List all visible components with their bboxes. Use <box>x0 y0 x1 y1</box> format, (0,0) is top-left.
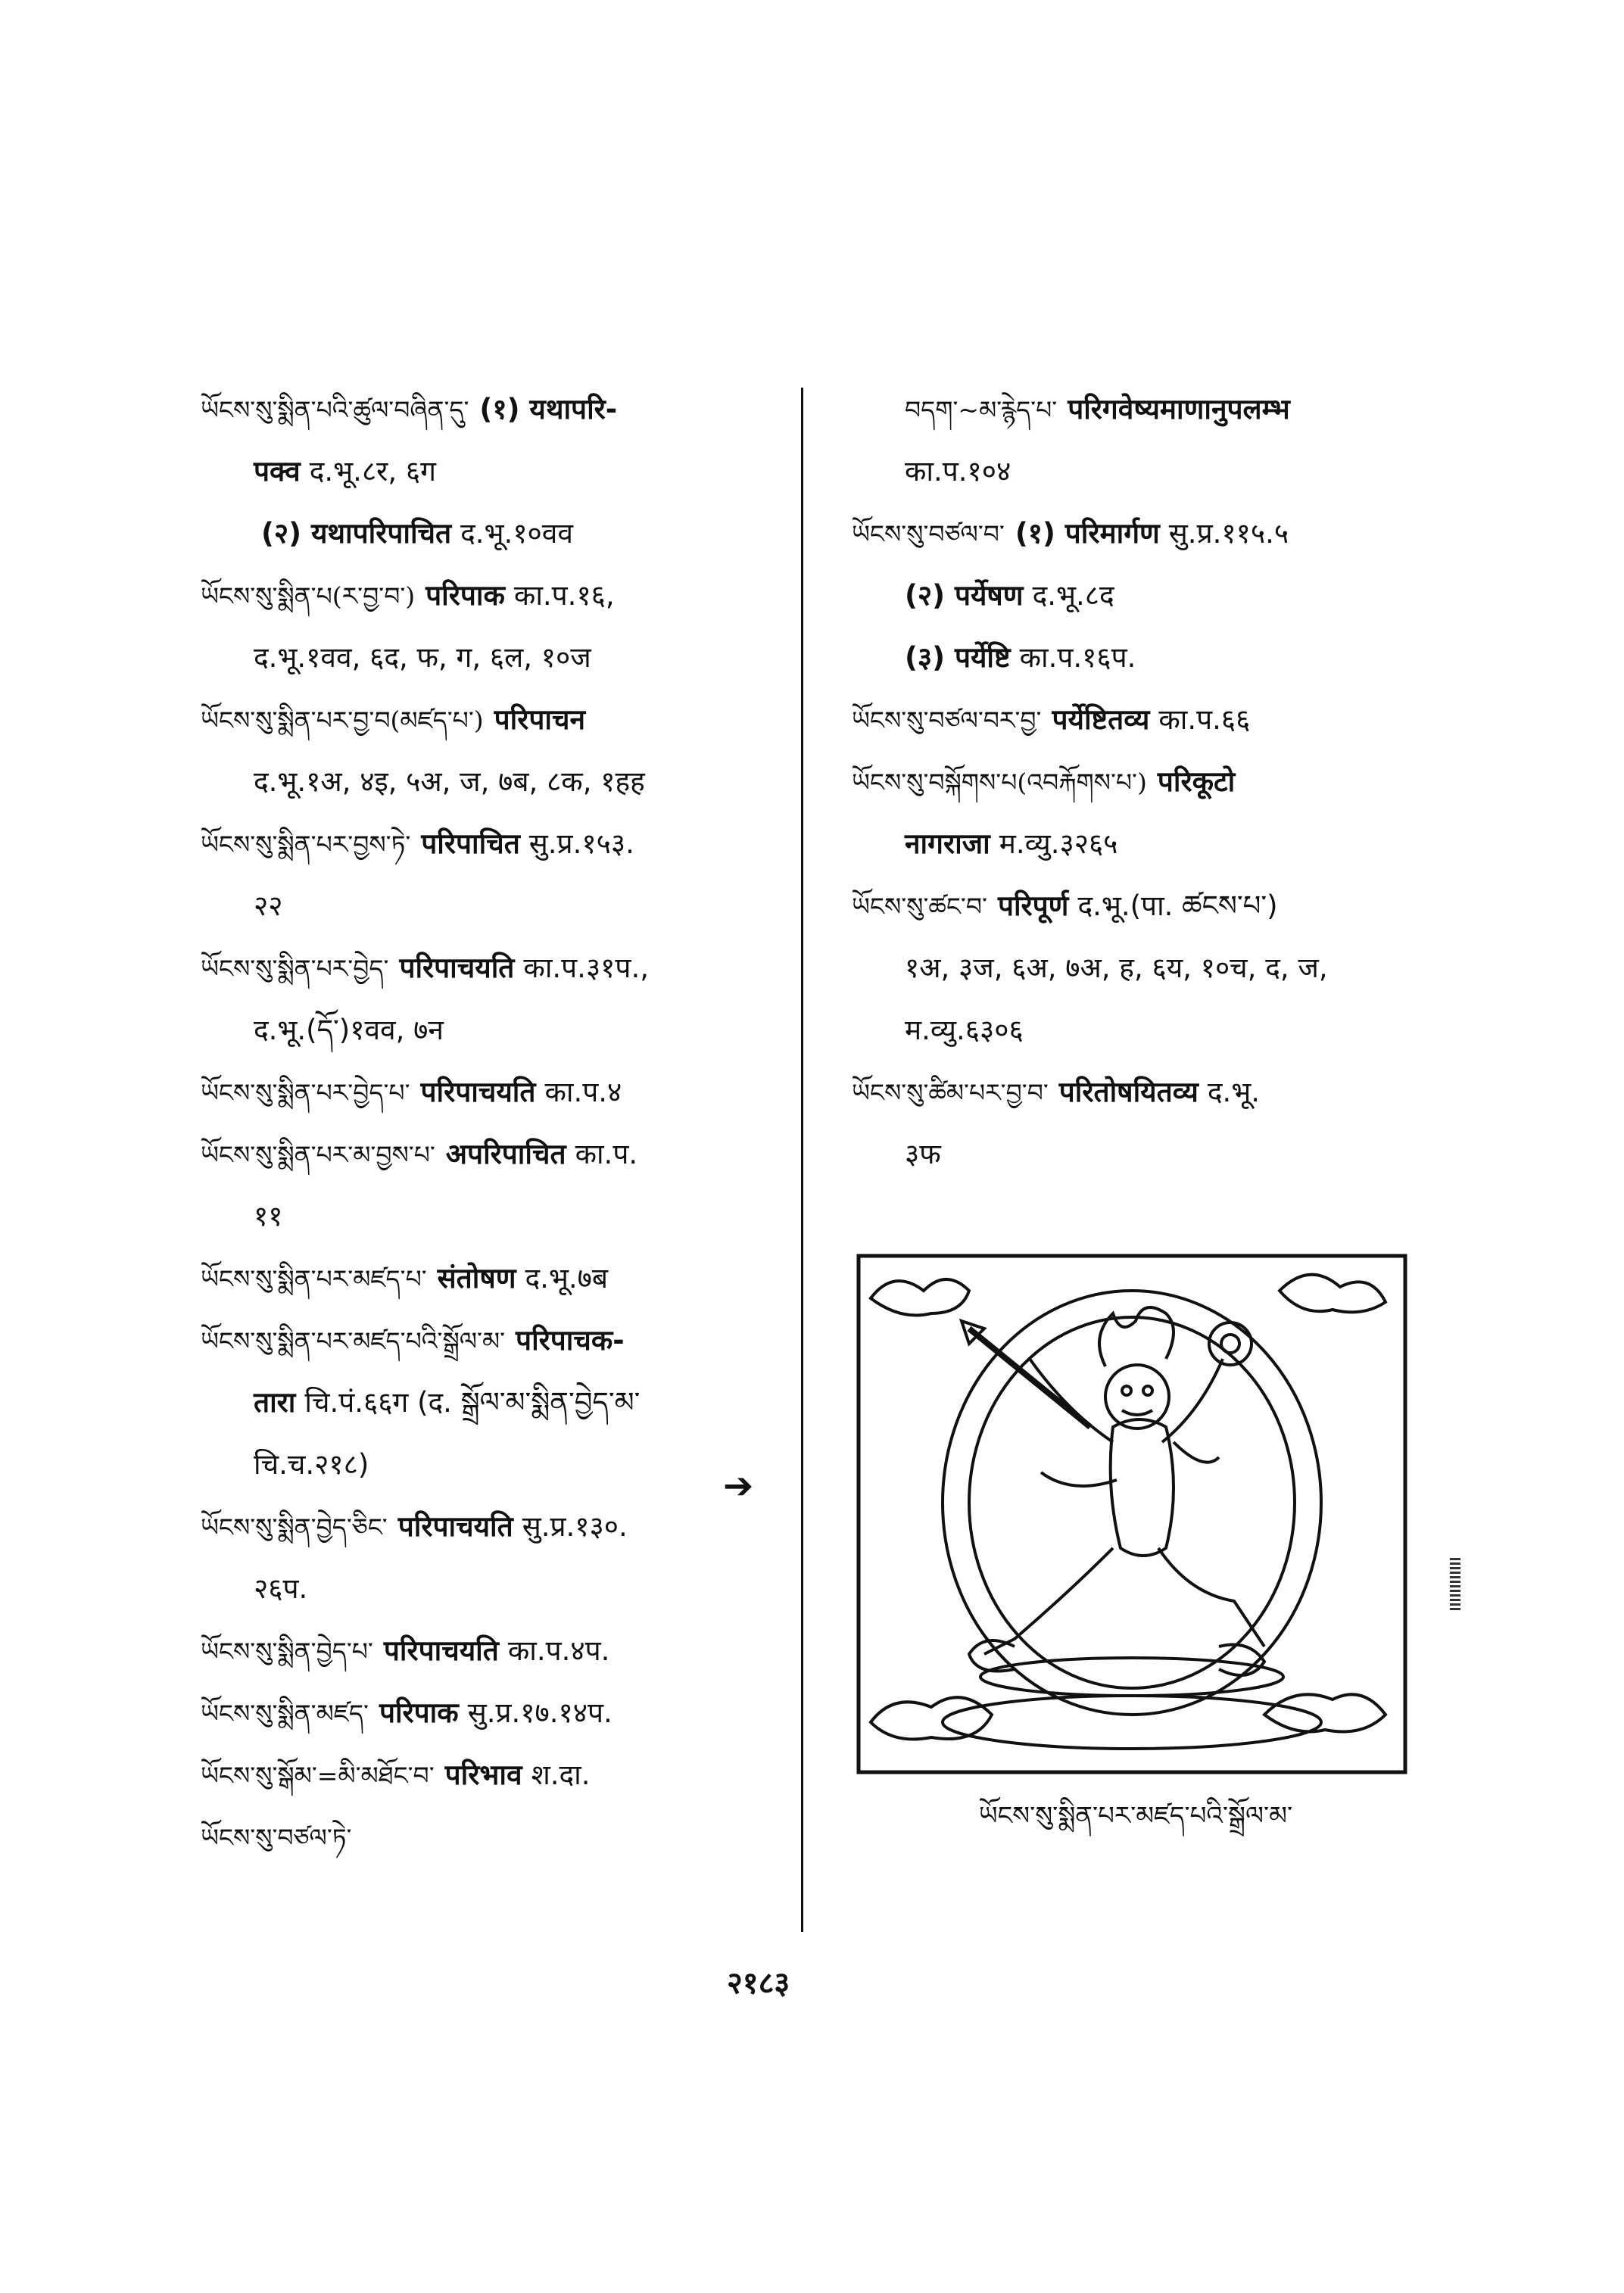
sanskrit-term: (२) पर्येषण <box>905 579 1024 612</box>
tibetan-term: ཡོངས་སུ་སྨིན་མཛད་ <box>201 1699 369 1728</box>
entry-line <box>852 813 1473 875</box>
entry-line <box>852 1123 1473 1185</box>
sanskrit-term: परिपाचक- <box>516 1324 625 1357</box>
entry-line <box>201 1372 814 1434</box>
sanskrit-term: परिकूटो <box>1157 765 1236 798</box>
sanskrit-term: (१) यथापरि- <box>479 393 618 425</box>
tibetan-term: ཡོངས་སུ་སྨིན་པ(ར་བྱ་བ་) <box>201 581 416 611</box>
reference: द.भू.१अ, ४इ, ५अ, ज, ७ब, ८क, १हह <box>254 765 645 798</box>
reference: द.भू.१०वव <box>460 517 573 550</box>
reference: का.प. <box>575 1138 638 1170</box>
entry-line <box>201 1682 814 1744</box>
reference: सु.प्र.१५३. <box>528 827 634 860</box>
sanskrit-term: परिपाचन <box>494 703 586 736</box>
sanskrit-term: परिपाक <box>425 579 505 612</box>
entry-line <box>201 1558 814 1620</box>
reference: द.भू.८द <box>1032 579 1114 612</box>
tibetan-term: ཡོངས་སུ་སྒོམ་=མི་མཐོང་བ་ <box>201 1761 435 1790</box>
tibetan-term: ཡོངས་སུ་སྨིན་པར་བྱས་ཏེ་ <box>201 830 411 859</box>
reference: द.भू.(पा. ཚངས་པ་) <box>1077 889 1278 922</box>
entry-line <box>852 689 1473 751</box>
sanskrit-term: परिपाचयति <box>399 952 515 984</box>
entry-line <box>852 937 1473 999</box>
entry-line <box>201 999 814 1061</box>
tibetan-term: ཡོངས་སུ་བཙལ་ཏེ་ <box>201 1823 352 1852</box>
sanskrit-term: संतोषण <box>437 1262 516 1294</box>
sanskrit-term: परिपूर्ण <box>997 889 1069 922</box>
reference: द.भू.(དོ་)१वव, ७न <box>254 1014 444 1046</box>
page-number: २१८३ <box>727 1966 790 2001</box>
entry-line <box>201 875 814 937</box>
deity-illustration <box>856 1253 1408 1775</box>
right-column <box>852 379 1473 1185</box>
entry-line <box>201 1123 814 1185</box>
sanskrit-term: परितोषयितव्य <box>1058 1076 1199 1108</box>
reference: ११ <box>254 1200 283 1232</box>
tibetan-term: ཡོངས་སུ་བཙལ་བ་ <box>852 519 1005 549</box>
entry-line <box>201 441 814 503</box>
reference: १अ, ३ज, ६अ, ७अ, ह, ६य, १०च, द, ज, <box>905 952 1328 984</box>
reference: म.व्यु.६३०६ <box>905 1014 1024 1046</box>
entry-line <box>201 565 814 627</box>
entry-line <box>201 503 814 565</box>
sanskrit-term: अपरिपाचित <box>445 1138 566 1170</box>
entry-line <box>852 441 1473 503</box>
sanskrit-term: (२) यथापरिपाचित <box>261 517 452 550</box>
reference: श.दा. <box>531 1759 591 1791</box>
entry-line <box>201 1620 814 1682</box>
figure-caption: ཡོངས་སུ་སྨིན་པར་མཛད་པའི་སྒྲོལ་མ་ <box>978 1801 1293 1831</box>
reference: द.भू.७ब <box>525 1262 609 1294</box>
reference: द.भू.१वव, ६द, फ, ग, ६ल, १०ज <box>254 641 591 674</box>
reference: का.प.६६ <box>1158 703 1251 736</box>
entry-line <box>852 1061 1473 1123</box>
sanskrit-term: परिपाचयति <box>383 1634 499 1667</box>
entry-line <box>201 627 814 689</box>
reference: सु.प्र.१७.१४प. <box>467 1696 613 1729</box>
entry-line <box>201 1806 814 1868</box>
reference: सु.प्र.१३०. <box>522 1510 628 1543</box>
sanskrit-term: परिभाव <box>444 1759 522 1791</box>
entry-line <box>852 999 1473 1061</box>
sanskrit-term: परिपाचयति <box>397 1510 513 1543</box>
reference: का.प.३१प., <box>523 952 649 984</box>
entry-line <box>201 689 814 751</box>
column-divider <box>801 388 803 1932</box>
entry-line <box>201 751 814 813</box>
tibetan-term: ཡོངས་སུ་སྨིན་པར་བྱེད་པ་ <box>201 1078 410 1108</box>
entry-line <box>201 1185 814 1248</box>
sanskrit-term: परिपाचित <box>421 827 520 860</box>
reference: ३फ <box>905 1138 941 1170</box>
tibetan-term: བདག་~མ་རྙེད་པ་ <box>905 395 1058 425</box>
entry-line <box>852 751 1473 813</box>
sanskrit-term: (३) पर्येष्टि <box>905 641 1011 674</box>
reference: सु.प्र.११५.५ <box>1168 517 1289 550</box>
entry-line <box>201 1744 814 1806</box>
sanskrit-term: तारा <box>254 1386 296 1419</box>
tibetan-term: ཡོངས་སུ་བསྐོགས་པ(འབརྐོགས་པ་) <box>852 768 1147 797</box>
tibetan-term: ཡོངས་སུ་སྨིན་པར་བྱ་བ(མཛད་པ་) <box>201 706 484 735</box>
sanskrit-term: नागराजा <box>905 827 990 860</box>
sanskrit-term: पर्येष्टितव्य <box>1052 703 1150 736</box>
reference: का.प.१०४ <box>905 455 1011 488</box>
entry-line <box>201 1310 814 1372</box>
reference: चि.च.२१८) <box>254 1448 369 1481</box>
entry-line <box>852 875 1473 937</box>
tibetan-term: ཡོངས་སུ་སྨིན་པར་མཛད་པའི་སྒྲོལ་མ་ <box>201 1326 506 1356</box>
tibetan-term: ཡོངས་སུ་ཚིམ་པར་བྱ་བ་ <box>852 1078 1049 1108</box>
entry-line <box>852 379 1473 441</box>
scan-edge-mark <box>1450 1558 1460 1612</box>
reference: चि.पं.६६ग (द. སྒྲོལ་མ་སྨིན་བྱེད་མ་ <box>304 1386 641 1419</box>
tibetan-term: ཡོངས་སུ་སྨིན་པར་མཛད་པ་ <box>201 1264 427 1294</box>
reference: द.भू.८र, ६ग <box>309 455 436 488</box>
sanskrit-term: परिपाक <box>379 1696 459 1729</box>
reference: का.प.४ <box>544 1076 622 1108</box>
reference: २२ <box>254 889 283 922</box>
entry-line <box>201 1434 814 1496</box>
reference: का.प.४प. <box>507 1634 610 1667</box>
reference: म.व्यु.३२६५ <box>999 827 1118 860</box>
sanskrit-term: पक्व <box>254 455 301 488</box>
tibetan-term: ཡོངས་སུ་ཚང་བ་ <box>852 892 987 921</box>
sanskrit-term: परिगवेष्यमाणानुपलम्भ <box>1068 393 1290 425</box>
entry-line <box>852 503 1473 565</box>
left-column <box>201 379 814 1868</box>
tibetan-term: ཡོངས་སུ་སྨིན་པར་བྱེད་ <box>201 954 389 983</box>
entry-line <box>201 1061 814 1123</box>
reference: २६प. <box>254 1572 308 1605</box>
entry-line <box>852 627 1473 689</box>
sanskrit-term: (१) परिमार्गण <box>1015 517 1160 550</box>
reference: का.प.१६, <box>513 579 615 612</box>
tibetan-term: ཡོངས་སུ་བཙལ་བར་བྱ་ <box>852 706 1042 735</box>
entry-line <box>201 813 814 875</box>
entry-line <box>201 1496 814 1558</box>
entry-line <box>201 937 814 999</box>
arrow-icon: ➔ <box>723 1465 754 1507</box>
sanskrit-term: परिपाचयति <box>420 1076 536 1108</box>
tibetan-term: ཡོངས་སུ་སྨིན་བྱེད་ཅིང་ <box>201 1513 388 1542</box>
tibetan-term: ཡོངས་སུ་སྨིན་བྱེད་པ་ <box>201 1637 373 1666</box>
entry-line <box>852 565 1473 627</box>
entry-line <box>201 379 814 441</box>
tibetan-term: ཡོངས་སུ་སྨིན་པའི་ཚུལ་བཞིན་དུ་ <box>201 395 469 425</box>
reference: का.प.१६प. <box>1019 641 1136 674</box>
tibetan-term: ཡོངས་སུ་སྨིན་པར་མ་བྱས་པ་ <box>201 1140 435 1170</box>
reference: द.भू. <box>1207 1076 1261 1108</box>
entry-line <box>201 1248 814 1310</box>
